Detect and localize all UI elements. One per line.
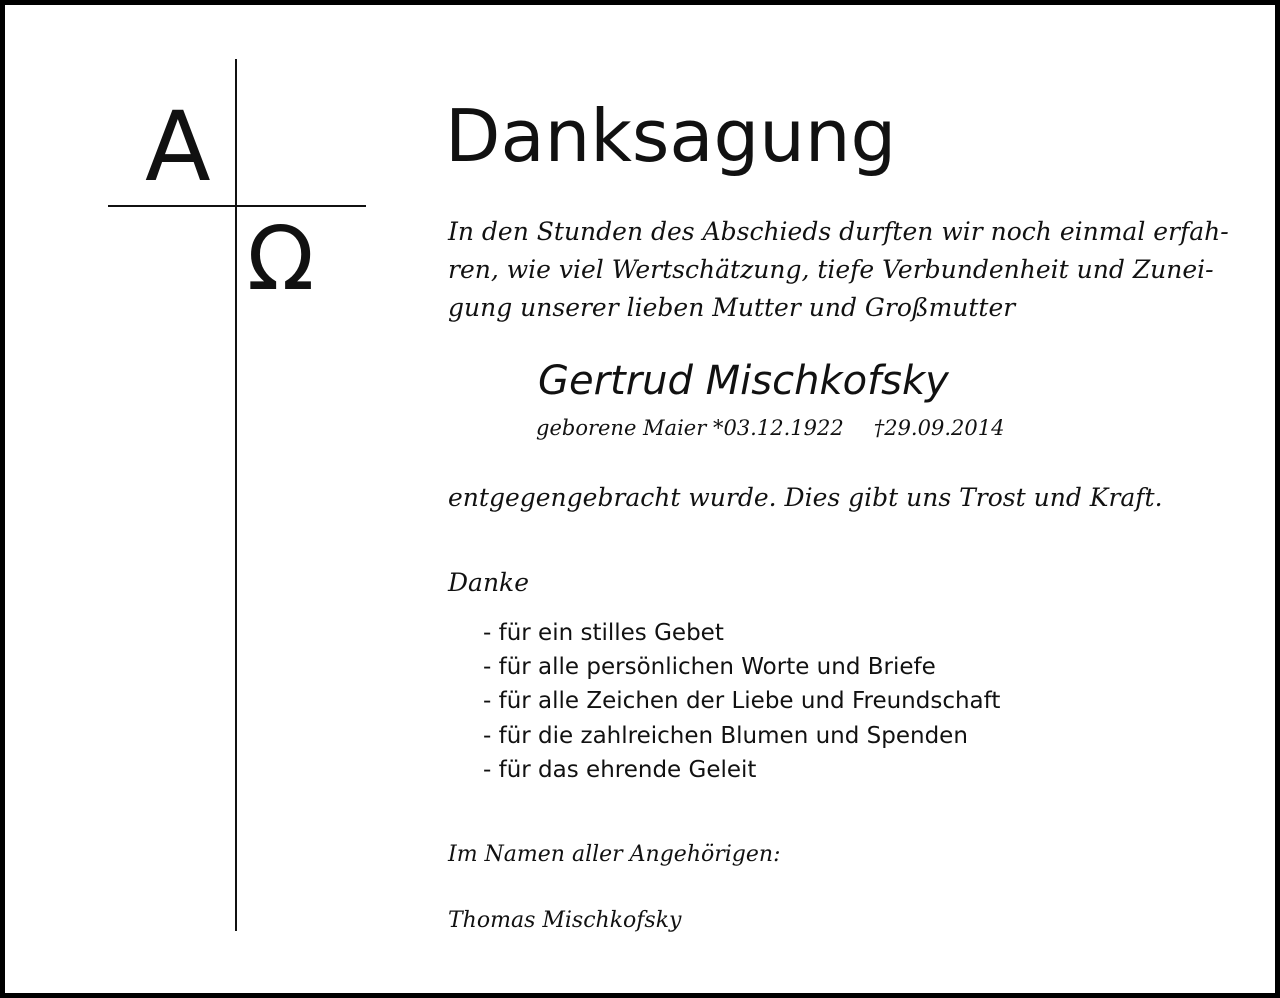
intro-line: In den Stunden des Abschieds durften wir noch einmal erfah-	[448, 217, 1229, 246]
intro-line: ren, wie viel Wertschätzung, tiefe Verbundenheit und Zunei-	[448, 255, 1214, 284]
thanks-list	[483, 616, 1000, 787]
deceased-details	[536, 413, 1004, 443]
intro-line: gung unserer lieben Mutter und Großmutter	[448, 293, 1016, 322]
notice-title: Danksagung	[445, 94, 897, 178]
cross-vertical-bar	[235, 59, 237, 931]
thanks-heading: Danke	[448, 568, 529, 597]
death-date: †29.09.2014	[873, 416, 1005, 440]
intro-text	[448, 213, 1238, 327]
signer-name: Thomas Mischkofsky	[448, 908, 682, 933]
thanks-item: - für alle persönlichen Worte und Briefe	[483, 654, 936, 681]
alpha-symbol: A	[145, 91, 211, 203]
thanks-item: - für das ehrende Geleit	[483, 756, 757, 783]
cross-horizontal-bar	[108, 205, 366, 207]
thanks-item: - für alle Zeichen der Liebe und Freundschaft	[483, 688, 1001, 715]
birth-date: *03.12.1922	[712, 416, 844, 440]
thanks-item: - für ein stilles Gebet	[483, 620, 724, 646]
born-name: geborene Maier	[536, 416, 707, 440]
omega-symbol: Ω	[247, 207, 315, 310]
thanks-item: - für die zahlreichen Blumen und Spenden	[483, 722, 968, 749]
deceased-name: Gertrud Mischkofsky	[538, 358, 949, 404]
closing-text: entgegengebracht wurde. Dies gibt uns Trost und Kraft.	[448, 483, 1163, 512]
behalf-line: Im Namen aller Angehörigen:	[448, 842, 781, 867]
